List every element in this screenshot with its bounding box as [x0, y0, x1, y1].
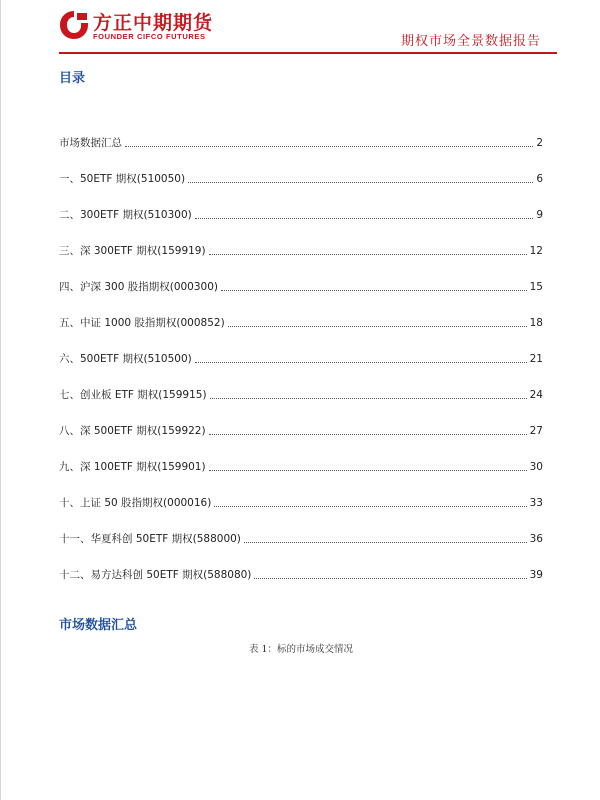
toc-leader-dots: [244, 542, 527, 543]
toc-entry-page: 9: [536, 209, 543, 221]
toc-entry[interactable]: [59, 257, 543, 293]
toc-entry-label: 十二、易方达科创 50ETF 期权(588080): [59, 569, 252, 581]
toc-entry-page: 15: [529, 281, 543, 293]
toc-entry[interactable]: [59, 185, 543, 221]
toc-entry-page: 33: [529, 497, 543, 509]
brand-name: 方正中期期货: [93, 12, 214, 34]
toc-entry[interactable]: [59, 365, 543, 401]
toc-entry-label: 二、300ETF 期权(510300): [59, 209, 192, 221]
brand-name-english: FOUNDER CIFCO FUTURES: [93, 32, 206, 41]
toc-entry-label: 八、深 500ETF 期权(159922): [59, 425, 206, 437]
toc-entry-label: 一、50ETF 期权(510050): [59, 173, 186, 185]
toc-leader-dots: [210, 398, 527, 399]
toc-leader-dots: [221, 290, 527, 291]
toc-entry[interactable]: [59, 149, 543, 185]
toc-leader-dots: [195, 218, 534, 219]
toc-entry-page: 18: [529, 317, 543, 329]
toc-entry-page: 21: [529, 353, 543, 365]
section-heading: 市场数据汇总: [59, 618, 138, 633]
toc-entry-label: 十、上证 50 股指期权(000016): [59, 497, 212, 509]
page-header: [1, 0, 600, 56]
toc-entry-label: 三、深 300ETF 期权(159919): [59, 245, 206, 257]
toc-entry-label: 九、深 100ETF 期权(159901): [59, 461, 206, 473]
toc-entry-label: 六、500ETF 期权(510500): [59, 353, 192, 365]
toc-entry[interactable]: [59, 437, 543, 473]
toc-entry-page: 27: [529, 425, 543, 437]
toc-leader-dots: [188, 182, 533, 183]
toc-entry[interactable]: [59, 509, 543, 545]
toc-entry[interactable]: [59, 545, 543, 581]
header-divider: [59, 52, 557, 54]
toc-entry[interactable]: [59, 221, 543, 257]
toc-leader-dots: [228, 326, 527, 327]
toc-entry-label: 市场数据汇总: [59, 137, 122, 149]
toc-entry[interactable]: [59, 113, 543, 149]
toc-leader-dots: [125, 146, 533, 147]
toc-heading: 目录: [59, 71, 86, 86]
toc-entry-page: 39: [529, 569, 543, 581]
toc-entry-page: 2: [536, 137, 543, 149]
toc-entry[interactable]: [59, 329, 543, 365]
toc-entry-label: 四、沪深 300 股指期权(000300): [59, 281, 218, 293]
table-of-contents: [59, 113, 543, 581]
report-title: 期权市场全景数据报告: [400, 34, 541, 49]
toc-entry-page: 6: [536, 173, 543, 185]
toc-entry[interactable]: [59, 293, 543, 329]
toc-leader-dots: [195, 362, 527, 363]
toc-entry-label: 五、中证 1000 股指期权(000852): [59, 317, 225, 329]
toc-leader-dots: [254, 578, 526, 579]
toc-entry-page: 36: [529, 533, 543, 545]
toc-entry-page: 12: [529, 245, 543, 257]
toc-entry-label: 十一、华夏科创 50ETF 期权(588000): [59, 533, 241, 545]
toc-entry-label: 七、创业板 ETF 期权(159915): [59, 389, 207, 401]
table-caption: 表 1：标的市场成交情况: [248, 644, 354, 655]
toc-entry[interactable]: [59, 401, 543, 437]
toc-entry[interactable]: [59, 473, 543, 509]
toc-entry-page: 24: [529, 389, 543, 401]
toc-leader-dots: [209, 254, 527, 255]
founder-logo-icon: [59, 10, 89, 40]
toc-leader-dots: [209, 434, 527, 435]
toc-leader-dots: [214, 506, 526, 507]
toc-entry-page: 30: [529, 461, 543, 473]
toc-leader-dots: [209, 470, 527, 471]
